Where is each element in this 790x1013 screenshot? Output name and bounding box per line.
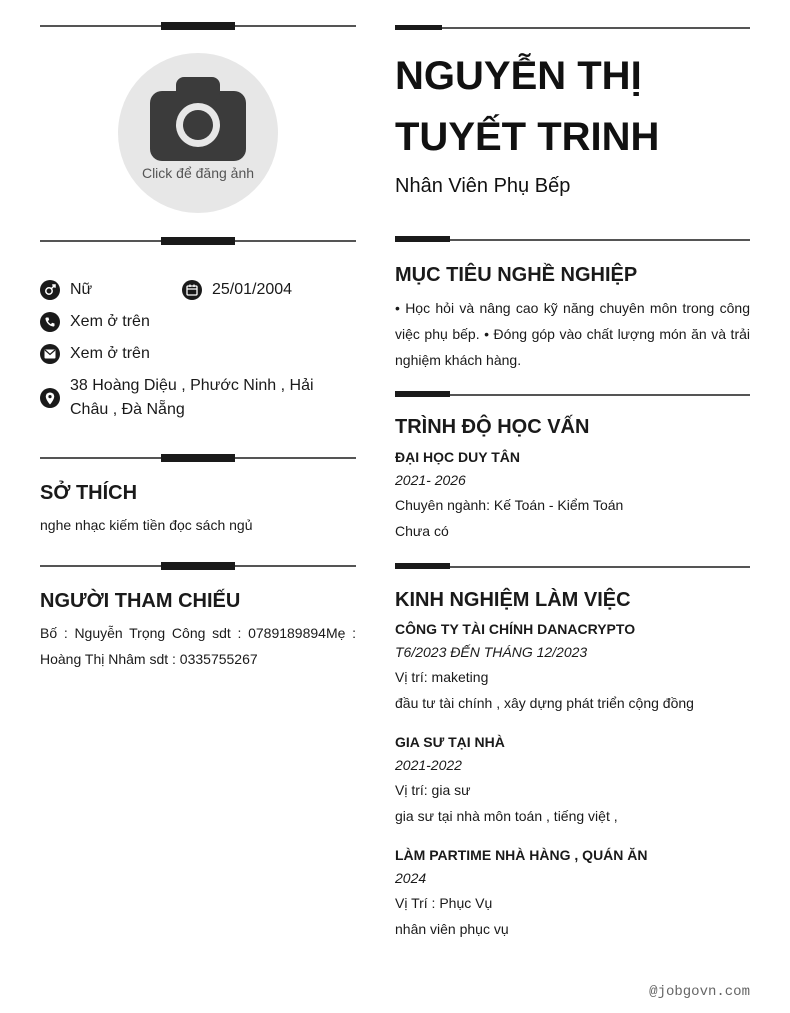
calendar-icon [182, 280, 202, 300]
mail-icon [40, 344, 60, 364]
divider [395, 27, 750, 29]
objective-text: • Học hỏi và nâng cao kỹ năng chuyên môn trong công việc phụ bếp. • Đóng góp vào chất lượng món ăn và trải nghiệm khách hàng. [395, 300, 750, 368]
section-title-objective: MỤC TIÊU NGHỀ NGHIỆP [395, 264, 638, 286]
location-pin-icon [40, 388, 60, 408]
photo-caption: Click để đăng ảnh [141, 165, 255, 181]
experience-org: LÀM PARTIME NHÀ HÀNG , QUÁN ĂN [395, 847, 648, 863]
camera-icon [150, 77, 246, 161]
contact-gender [40, 278, 92, 302]
email-value: Xem ở trên [70, 345, 150, 362]
birthday-value: 25/01/2004 [212, 281, 293, 298]
divider [395, 239, 750, 241]
full-name [395, 46, 750, 168]
contact-phone [40, 310, 150, 334]
education-period: 2021- 2026 [395, 472, 466, 488]
contact-email [40, 342, 150, 366]
divider [40, 565, 356, 567]
divider [395, 566, 750, 568]
experience-org: GIA SƯ TẠI NHÀ [395, 734, 505, 750]
section-title-education: TRÌNH ĐỘ HỌC VẤN [395, 416, 590, 438]
education-entry [395, 446, 750, 544]
contact-address [40, 374, 356, 422]
avatar-upload[interactable] [118, 53, 278, 213]
experience-desc: đầu tư tài chính , xây dựng phát triển cộng đồng [395, 695, 694, 711]
phone-icon [40, 312, 60, 332]
experience-position: Vị trí: gia sư [395, 782, 471, 798]
contact-birthday [182, 278, 292, 302]
experience-period: 2021-2022 [395, 757, 462, 773]
references-text: Bố : Nguyễn Trọng Công sdt : 0789189894Mẹ : Hoàng Thị Nhâm sdt : 0335755267 [40, 625, 356, 667]
experience-org: CÔNG TY TÀI CHÍNH DANACRYPTO [395, 621, 636, 637]
experience-desc: gia sư tại nhà môn toán , tiếng việt , [395, 808, 618, 824]
education-major: Chuyên ngành: Kế Toán - Kiểm Toán [395, 497, 624, 513]
experience-entry [395, 844, 750, 942]
experience-desc: nhân viên phục vụ [395, 921, 509, 937]
section-title-experience: KINH NGHIỆM LÀM VIỆC [395, 589, 631, 611]
gender-icon [40, 280, 60, 300]
name-line-2: TUYẾT TRINH [395, 115, 660, 159]
hobbies-text: nghe nhạc kiếm tiền đọc sách ngủ [40, 517, 253, 533]
education-note: Chưa có [395, 523, 449, 539]
experience-entry [395, 731, 750, 829]
divider [395, 394, 750, 396]
experience-entry [395, 618, 750, 716]
experience-position: Vị trí: maketing [395, 669, 489, 685]
phone-value: Xem ở trên [70, 313, 150, 330]
experience-period: 2024 [395, 870, 427, 886]
address-value: 38 Hoàng Diệu , Phước Ninh , Hải Châu , Đà Nẵng [70, 377, 314, 418]
name-line-1: NGUYỄN THỊ [395, 54, 642, 98]
divider [40, 457, 356, 459]
section-title-hobbies: SỞ THÍCH [40, 482, 138, 504]
experience-position: Vị Trí : Phục Vụ [395, 895, 493, 911]
divider [40, 25, 356, 27]
school-name: ĐẠI HỌC DUY TÂN [395, 449, 520, 465]
job-title: Nhân Viên Phụ Bếp [395, 175, 571, 197]
gender-value: Nữ [70, 281, 93, 298]
experience-period: T6/2023 ĐẾN THÁNG 12/2023 [395, 644, 588, 660]
footer-watermark: @jobgovn.com [649, 984, 750, 1000]
section-title-references: NGƯỜI THAM CHIẾU [40, 590, 241, 612]
divider [40, 240, 356, 242]
